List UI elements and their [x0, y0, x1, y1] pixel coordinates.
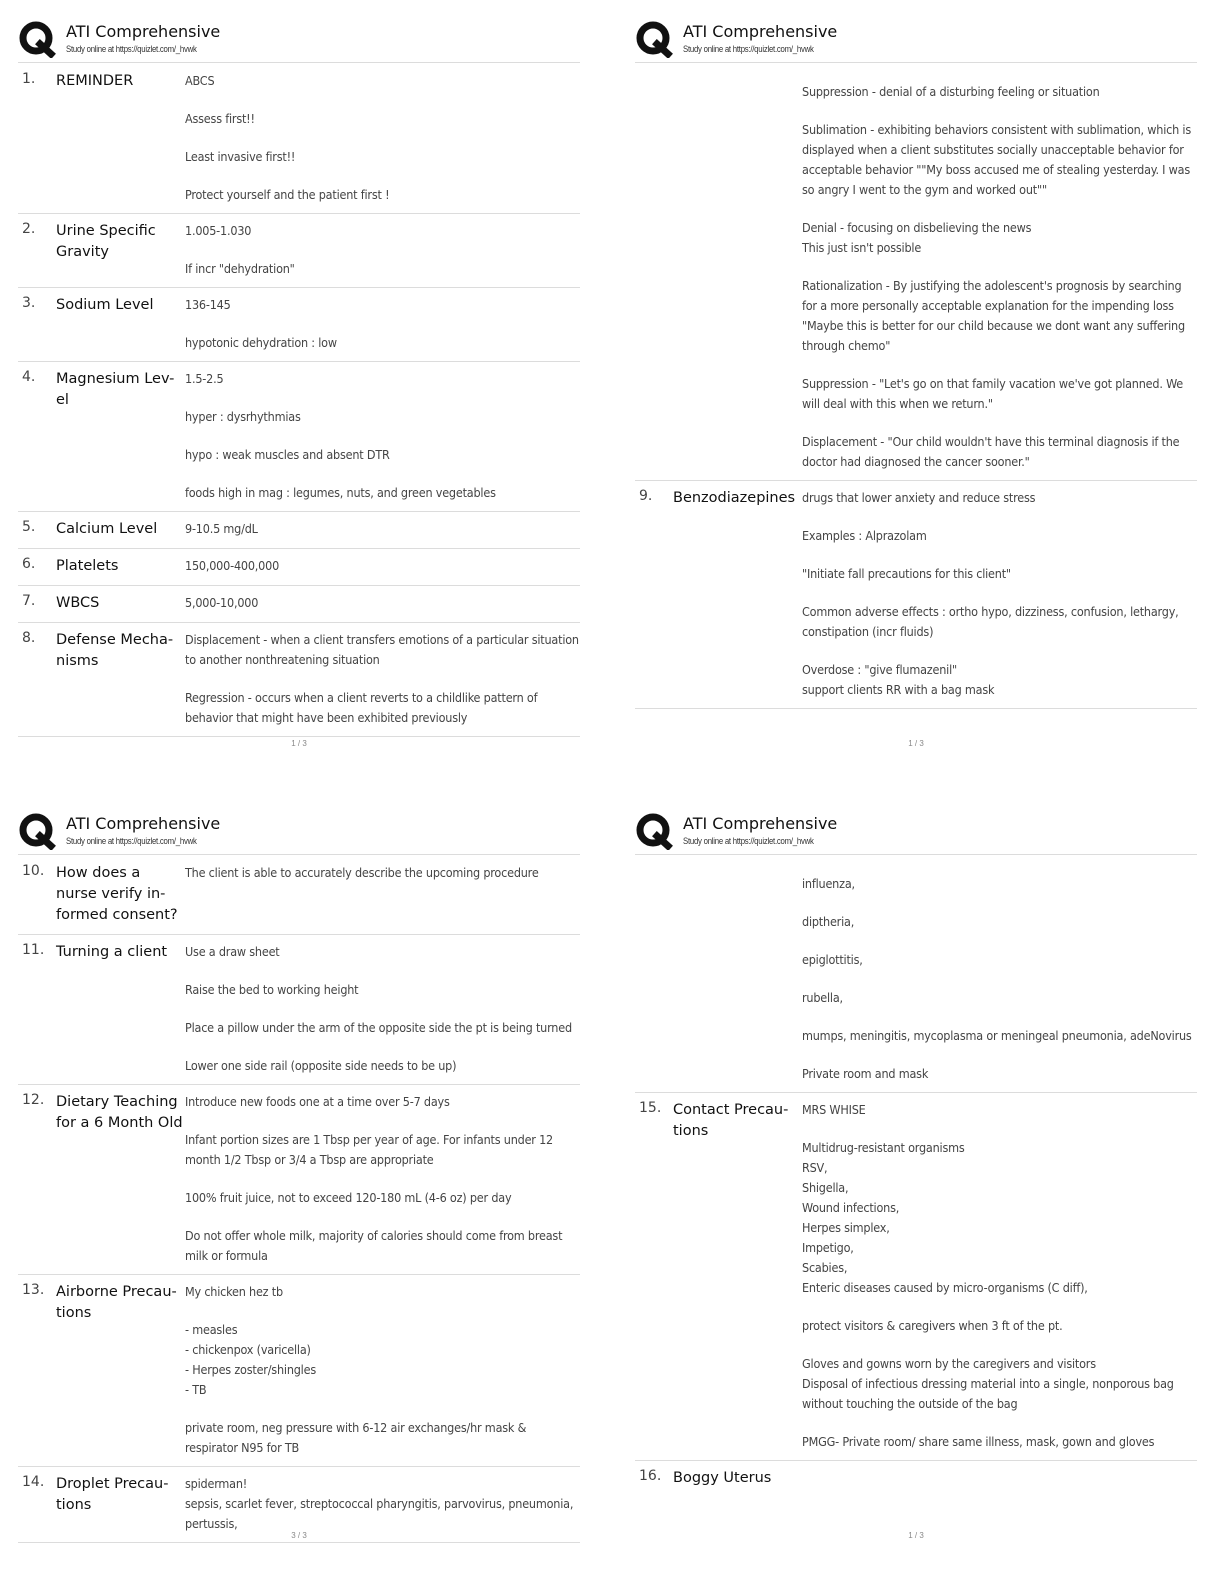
definition-text: protect visitors & caregivers when 3 ft of the pt.	[802, 1318, 1063, 1333]
page-number: 3 / 3	[291, 1531, 307, 1540]
flashcard-list	[635, 481, 1197, 709]
definition-text: foods high in mag : legumes, nuts, and green vegetables	[185, 485, 496, 500]
card-term: Sodium Level	[56, 297, 154, 313]
definition-text: The client is able to accurately describe the upcoming procedure	[185, 865, 539, 880]
definition-text: drugs that lower anxiety and reduce stress	[802, 490, 1036, 505]
page-title: ATI Comprehensive	[683, 814, 838, 833]
definition-text: Examples : Alprazolam	[802, 528, 927, 543]
definition-text: ABCS	[185, 73, 215, 88]
flashcard-row	[18, 549, 580, 586]
card-term: Calcium Level	[56, 521, 158, 537]
card-term: Magnesium Lev-el	[56, 371, 175, 408]
definition-text: rubella,	[802, 990, 843, 1005]
card-definition	[802, 488, 1197, 700]
card-term: WBCS	[56, 595, 100, 611]
page-header	[18, 810, 580, 856]
definition-text: 136-145	[185, 297, 231, 312]
quizlet-logo-icon	[635, 812, 673, 850]
definition-text: PMGG- Private room/ share same illness, mask, gown and gloves	[802, 1434, 1155, 1449]
card-number: 16.	[639, 1468, 662, 1484]
card-term: Platelets	[56, 558, 119, 574]
definition-text: 5,000-10,000	[185, 595, 259, 610]
card-term: Defense Mecha-nisms	[56, 632, 174, 669]
card-number: 1.	[22, 71, 36, 87]
definition-text: Suppression - "Let's go on that family vacation we've got planned. We will deal with this when we return."	[802, 376, 1183, 411]
definition-text: Introduce new foods one at a time over 5-7 days	[185, 1094, 450, 1109]
card-number: 8.	[22, 630, 36, 646]
flashcard-row	[18, 1275, 580, 1467]
definition-text: 150,000-400,000	[185, 558, 280, 573]
definition-text: influenza,	[802, 876, 855, 891]
page-subtitle: Study online at https://quizlet.com/_hvwk	[683, 836, 814, 847]
flashcard-row	[18, 935, 580, 1085]
definition-text: Common adverse effects : ortho hypo, dizziness, confusion, lethargy, constipation (incr fluids)	[802, 604, 1179, 639]
card-definition	[185, 593, 580, 614]
flashcard-row	[18, 623, 580, 737]
header-divider	[18, 854, 580, 855]
card-number: 3.	[22, 295, 36, 311]
document-page-4	[635, 810, 1197, 1570]
card-definition	[185, 630, 580, 728]
card-number: 5.	[22, 519, 36, 535]
card-definition	[185, 519, 580, 540]
card-definition	[185, 1092, 580, 1266]
flashcard-row	[18, 1085, 580, 1275]
page-title: ATI Comprehensive	[66, 22, 221, 41]
definition-text: Gloves and gowns worn by the caregivers and visitors Disposal of infectious dressing material into a single, nonporous bag without touching the outside of the bag	[802, 1356, 1174, 1411]
header-divider	[635, 854, 1197, 855]
page-number: 1 / 3	[908, 1531, 924, 1540]
card-number: 14.	[22, 1474, 45, 1490]
page-header	[635, 18, 1197, 64]
definition-text: Suppression - denial of a disturbing feeling or situation	[802, 84, 1100, 99]
card-definition	[185, 863, 580, 926]
flashcard-row	[635, 1461, 1197, 1497]
quizlet-logo-icon	[18, 812, 56, 850]
definition-text: mumps, meningitis, mycoplasma or meningeal pneumonia, adeNovirus	[802, 1028, 1192, 1043]
definition-text: epiglottitis,	[802, 952, 863, 967]
definition-text: 100% fruit juice, not to exceed 120-180 mL (4-6 oz) per day	[185, 1190, 512, 1205]
definition-text: Displacement - when a client transfers emotions of a particular situation to another nonthreatening situation	[185, 632, 579, 667]
card-term: Contact Precau-tions	[673, 1102, 789, 1139]
card-definition	[802, 1100, 1197, 1452]
card-definition	[185, 942, 580, 1076]
card-number: 13.	[22, 1282, 45, 1298]
definition-text: "Initiate fall precautions for this client"	[802, 566, 1011, 581]
definition-text: 9-10.5 mg/dL	[185, 521, 258, 536]
card-number: 2.	[22, 221, 36, 237]
definition-text: 1.005-1.030	[185, 223, 252, 238]
card-number: 10.	[22, 863, 45, 879]
quizlet-logo-icon	[18, 20, 56, 58]
card-definition	[185, 71, 580, 205]
flashcard-row	[18, 512, 580, 549]
definition-text: Raise the bed to working height	[185, 982, 359, 997]
card-term: Airborne Precau-tions	[56, 1284, 177, 1321]
document-page-2	[635, 18, 1197, 778]
definition-text: Overdose : "give flumazenil" support clients RR with a bag mask	[802, 662, 995, 697]
definition-text: Multidrug-resistant organisms RSV, Shigella, Wound infections, Herpes simplex, Impetigo, Scabies, Enteric diseases caused by micro-organisms (C diff),	[802, 1140, 1088, 1295]
page-subtitle: Study online at https://quizlet.com/_hvwk	[66, 836, 197, 847]
definition-text: diptheria,	[802, 914, 855, 929]
definition-text: MRS WHISE	[802, 1102, 866, 1117]
card-term: Urine Specific Gravity	[56, 223, 156, 260]
card-definition	[802, 1468, 1197, 1489]
continued-definition	[635, 856, 1197, 1093]
page-header	[635, 810, 1197, 856]
flashcard-row	[18, 586, 580, 623]
header-divider	[635, 62, 1197, 63]
continued-definition	[635, 64, 1197, 481]
flashcard-row	[635, 1093, 1197, 1461]
card-number: 4.	[22, 369, 36, 385]
card-term: Turning a client	[56, 944, 168, 960]
definition-text: Place a pillow under the arm of the opposite side the pt is being turned	[185, 1020, 572, 1035]
definition-text: Do not offer whole milk, majority of calories should come from breast milk or formula	[185, 1228, 563, 1263]
definition-text: 1.5-2.5	[185, 371, 224, 386]
card-definition	[185, 1474, 580, 1534]
flashcard-row	[635, 481, 1197, 709]
definition-text: private room, neg pressure with 6-12 air exchanges/hr mask & respirator N95 for TB	[185, 1420, 527, 1455]
card-definition	[185, 369, 580, 503]
card-term: Benzodiazepines	[673, 490, 796, 506]
definition-text: hypo : weak muscles and absent DTR	[185, 447, 390, 462]
definition-text: spiderman! sepsis, scarlet fever, streptococcal pharyngitis, parvovirus, pneumonia, pertussis,	[185, 1476, 574, 1531]
card-term: How does a nurse verify in-formed consent?	[56, 865, 178, 923]
definition-text: My chicken hez tb	[185, 1284, 283, 1299]
card-definition	[185, 221, 580, 279]
card-number: 15.	[639, 1100, 662, 1116]
page-title: ATI Comprehensive	[66, 814, 221, 833]
flashcard-row	[18, 214, 580, 288]
definition-text: Infant portion sizes are 1 Tbsp per year of age. For infants under 12 month 1/2 Tbsp or 3/4 a Tbsp are appropriate	[185, 1132, 553, 1167]
header-divider	[18, 62, 580, 63]
card-definition	[185, 556, 580, 577]
definition-text: hypotonic dehydration : low	[185, 335, 337, 350]
flashcard-row	[18, 856, 580, 935]
document-page-3	[18, 810, 580, 1570]
definition-text: Protect yourself and the patient first !	[185, 187, 390, 202]
definition-text: Assess first!!	[185, 111, 255, 126]
document-page-1	[18, 18, 580, 778]
flashcard-list	[635, 1093, 1197, 1497]
flashcard-list	[18, 856, 580, 1543]
quizlet-logo-icon	[635, 20, 673, 58]
definition-text: Private room and mask	[802, 1066, 929, 1081]
card-number: 11.	[22, 942, 45, 958]
card-term: Boggy Uterus	[673, 1470, 772, 1486]
flashcard-row	[18, 64, 580, 214]
definition-text: Denial - focusing on disbelieving the news This just isn't possible	[802, 220, 1032, 255]
page-title: ATI Comprehensive	[683, 22, 838, 41]
card-number: 9.	[639, 488, 653, 504]
definition-text: Rationalization - By justifying the adolescent's prognosis by searching for a more personally acceptable explanation for the impending loss "Maybe this is better for our child because we dont want any suffering through chemo"	[802, 278, 1185, 353]
definition-text: Displacement - "Our child wouldn't have this terminal diagnosis if the doctor had diagnosed the cancer sooner."	[802, 434, 1180, 469]
definition-text: If incr "dehydration"	[185, 261, 295, 276]
definition-list	[802, 874, 1197, 1084]
definition-text: hyper : dysrhythmias	[185, 409, 301, 424]
card-number: 7.	[22, 593, 36, 609]
page-subtitle: Study online at https://quizlet.com/_hvwk	[66, 44, 197, 55]
definition-text: Regression - occurs when a client reverts to a childlike pattern of behavior that might have been exhibited previously	[185, 690, 538, 725]
page-subtitle: Study online at https://quizlet.com/_hvwk	[683, 44, 814, 55]
card-definition	[185, 295, 580, 353]
definition-text: Use a draw sheet	[185, 944, 280, 959]
flashcard-row	[18, 288, 580, 362]
definition-text: Least invasive first!!	[185, 149, 296, 164]
flashcard-row	[18, 362, 580, 512]
flashcard-list	[18, 64, 580, 737]
card-number: 12.	[22, 1092, 45, 1108]
card-term: REMINDER	[56, 73, 134, 89]
definition-text: Lower one side rail (opposite side needs to be up)	[185, 1058, 457, 1073]
definition-list	[802, 82, 1197, 472]
page-number: 1 / 3	[291, 739, 307, 748]
card-term: Droplet Precau-tions	[56, 1476, 169, 1513]
card-term: Dietary Teaching for a 6 Month Old	[56, 1094, 183, 1131]
page-number: 1 / 3	[908, 739, 924, 748]
definition-text: Sublimation - exhibiting behaviors consistent with sublimation, which is displayed when a client substitutes socially unacceptable behavior for acceptable behavior ""My boss accused me of stealing yesterday. I was so angry I went to the gym and worked out""	[802, 122, 1192, 197]
definition-text: - measles - chickenpox (varicella) - Herpes zoster/shingles - TB	[185, 1322, 316, 1397]
page-header	[18, 18, 580, 64]
card-number: 6.	[22, 556, 36, 572]
card-definition	[185, 1282, 580, 1458]
